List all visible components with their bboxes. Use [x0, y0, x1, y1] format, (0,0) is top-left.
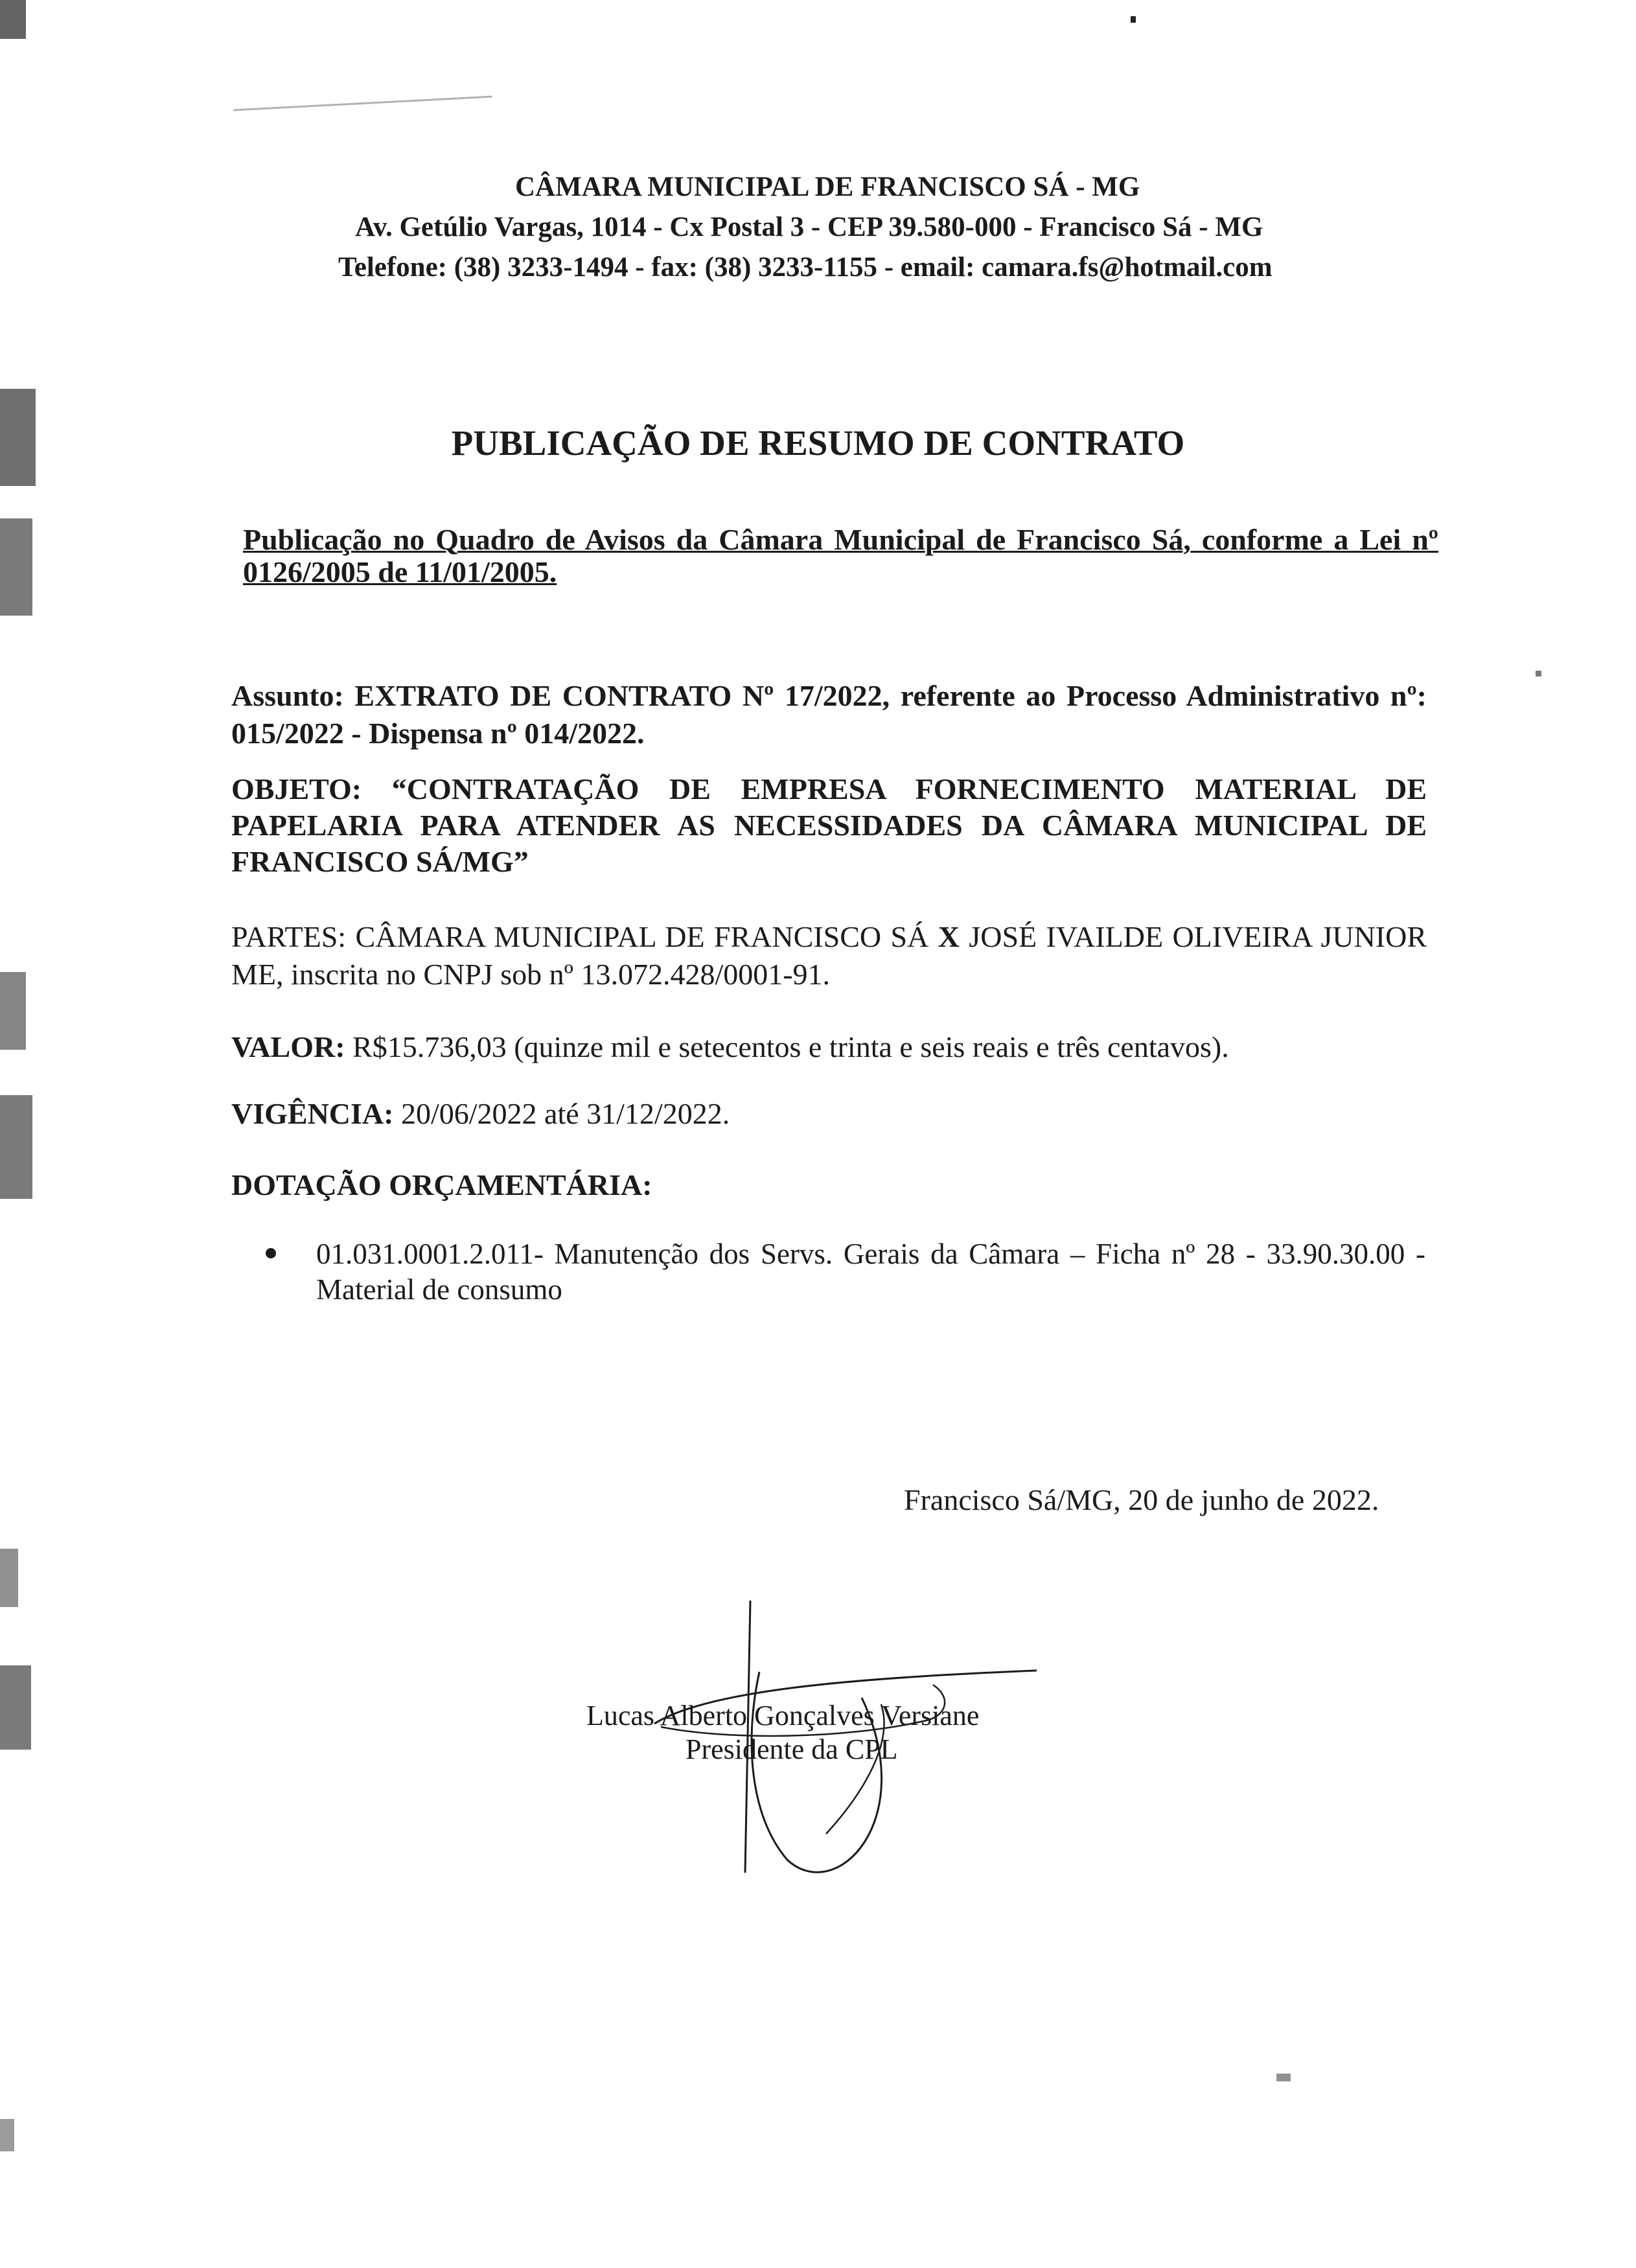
- party-one: CÂMARA MUNICIPAL DE FRANCISCO SÁ: [355, 920, 929, 953]
- publication-notice: Publicação no Quadro de Avisos da Câmara Municipal de Francisco Sá, conforme a Lei nº 0126/2005 de 11/01/2005.: [243, 523, 1438, 588]
- validity-text: 20/06/2022 até 31/12/2022.: [400, 1097, 730, 1130]
- object-section: [231, 771, 1427, 880]
- budget-item: [266, 1236, 1425, 1308]
- value-label: VALOR:: [231, 1030, 345, 1063]
- subject-section: [231, 677, 1427, 752]
- parties-separator: X: [938, 920, 960, 953]
- page-title: PUBLICAÇÃO DE RESUMO DE CONTRATO: [451, 423, 1185, 463]
- parties-section: [231, 918, 1427, 993]
- bullet-icon: [266, 1248, 276, 1258]
- institution-name: CÂMARA MUNICIPAL DE FRANCISCO SÁ - MG: [515, 172, 1140, 202]
- subject-text: EXTRATO DE CONTRATO Nº 17/2022, referente ao Processo Administrativo nº: 015/2022 - Dispensa nº 014/2022.: [231, 679, 1427, 750]
- signer-role: Presidente da CPL: [686, 1733, 898, 1765]
- value-text: R$15.736,03 (quinze mil e setecentos e trinta e seis reais e três centavos).: [352, 1030, 1229, 1063]
- signer-name: Lucas Alberto Gonçalves Versiane: [586, 1700, 980, 1731]
- validity-label: VIGÊNCIA:: [231, 1097, 394, 1130]
- budget-heading: DOTAÇÃO ORÇAMENTÁRIA:: [231, 1168, 652, 1201]
- budget-item-text: 01.031.0001.2.011- Manutenção dos Servs. Gerais da Câmara – Ficha nº 28 - 33.90.30.00 - Material de consumo: [316, 1238, 1425, 1306]
- value-section: [231, 1028, 1427, 1066]
- dateline: Francisco Sá/MG, 20 de junho de 2022.: [904, 1483, 1379, 1516]
- institution-address: Av. Getúlio Vargas, 1014 - Cx Postal 3 - CEP 39.580-000 - Francisco Sá - MG: [355, 212, 1263, 242]
- subject-label: Assunto:: [231, 679, 344, 712]
- object-label: OBJETO:: [231, 772, 362, 805]
- party-two: JOSÉ IVAILDE OLIVEIRA JUNIOR ME, inscrita no CNPJ sob nº 13.072.428/0001-91.: [231, 920, 1427, 991]
- object-text: “CONTRATAÇÃO DE EMPRESA FORNECIMENTO MATERIAL DE PAPELARIA PARA ATENDER AS NECESSIDADES DA CÂMARA MUNICIPAL DE FRANCISCO SÁ/MG”: [231, 772, 1427, 878]
- institution-contact: Telefone: (38) 3233-1494 - fax: (38) 3233-1155 - email: camara.fs@hotmail.com: [338, 252, 1273, 283]
- parties-label: PARTES:: [231, 920, 347, 953]
- validity-section: [231, 1095, 1427, 1133]
